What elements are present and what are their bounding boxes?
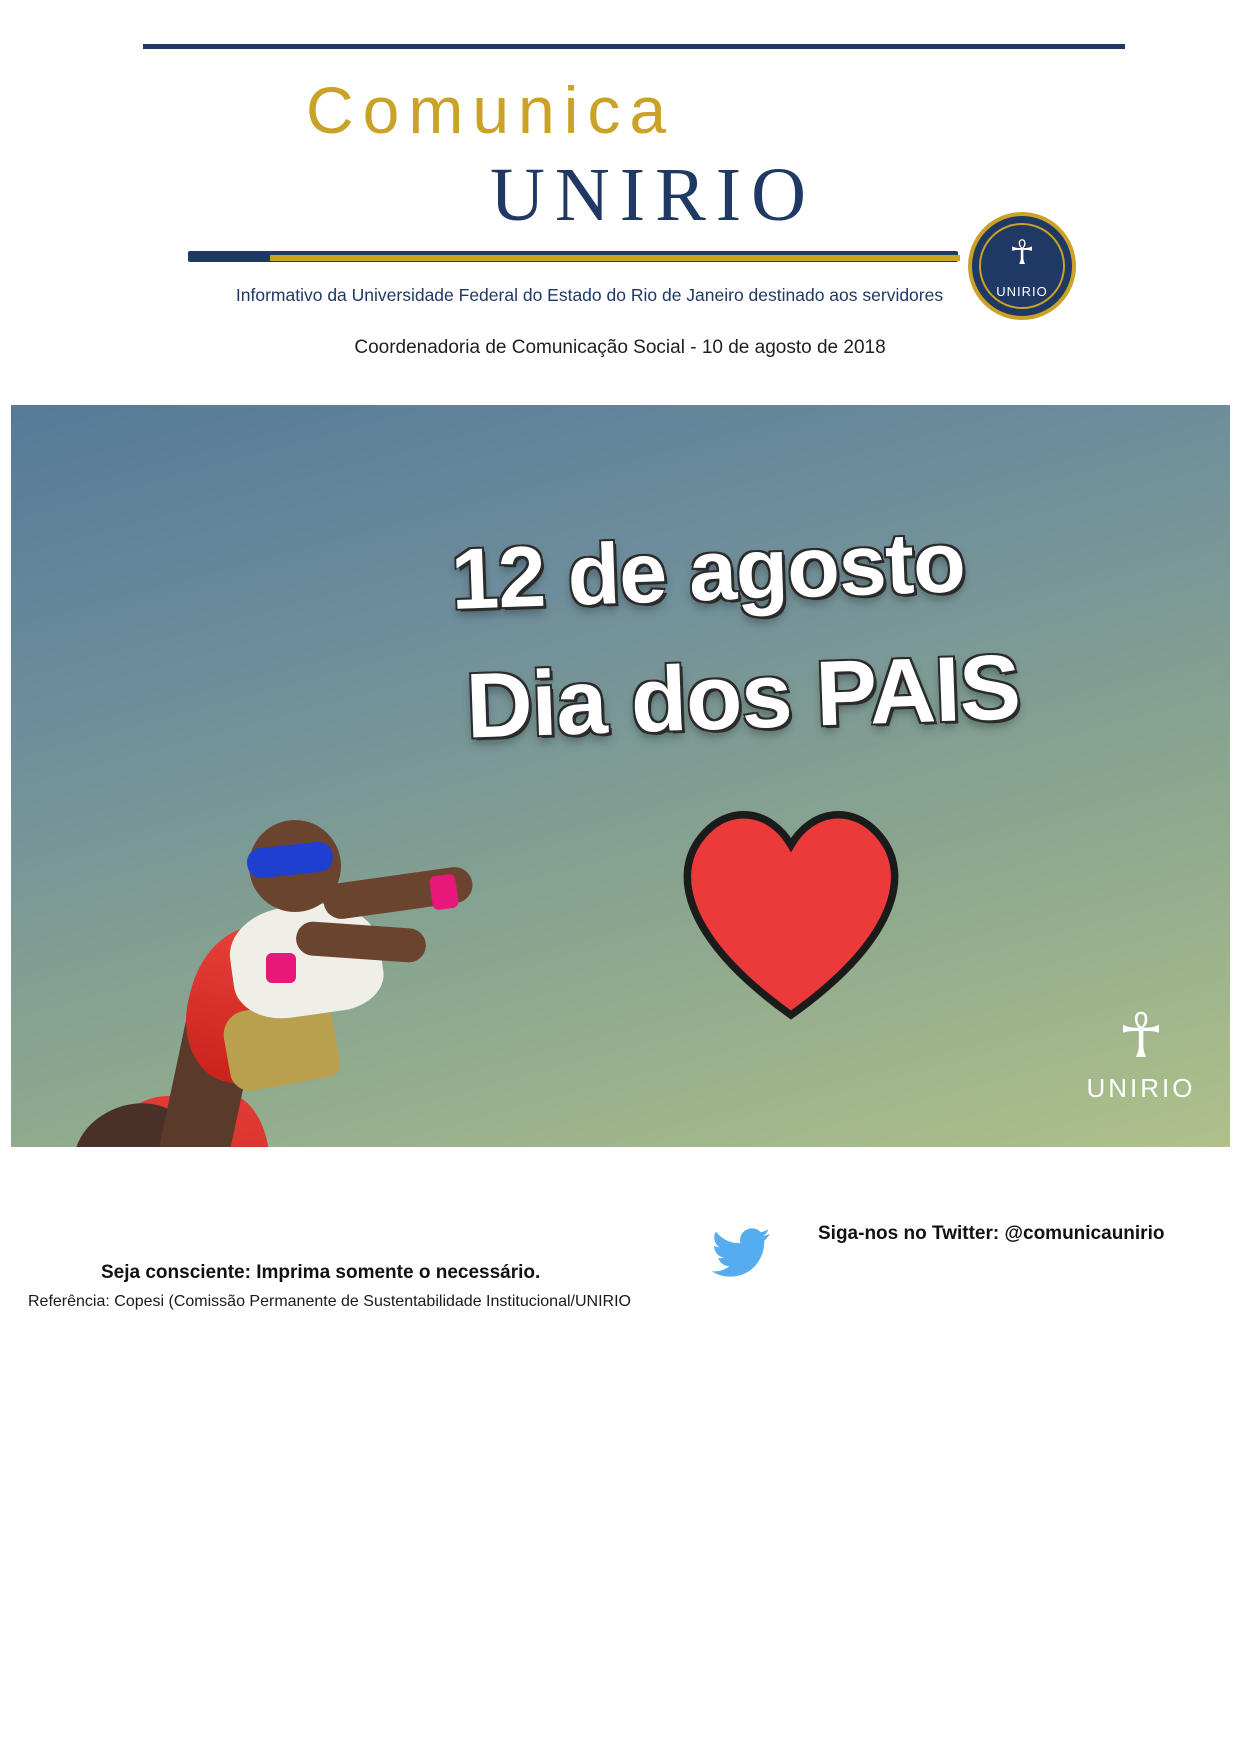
unirio-seal-logo (968, 212, 1076, 320)
newsletter-header (0, 0, 1240, 412)
twitter-handle-text: Siga-nos no Twitter: @comunicaunirio (818, 1223, 1165, 1244)
reference-source-text: Referência: Copesi (Comissão Permanente de Sustentabilidade Institucional/UNIRIO (28, 1293, 631, 1310)
heart-icon (666, 795, 916, 1025)
twitter-icon[interactable] (712, 1227, 772, 1277)
print-awareness-text: Seja consciente: Imprima somente o necessário. (101, 1262, 541, 1283)
banner-unirio-label: UNIRIO (1086, 1073, 1196, 1103)
banner-headline-title: Dia dos PAIS (464, 636, 1022, 758)
child-wristband-right (266, 953, 296, 983)
issue-dateline: Coordenadoria de Comunicação Social - 10 de agosto de 2018 (354, 337, 886, 358)
child-wristband-left (429, 873, 459, 910)
banner-headline-date: 12 de agosto (449, 514, 967, 628)
header-tagline: Informativo da Universidade Federal do Estado do Rio de Janeiro destinado aos servidores (235, 285, 944, 305)
banner-unirio-logo (1076, 999, 1206, 1130)
seal-label: UNIRIO (996, 284, 1048, 299)
fathers-day-banner (11, 405, 1230, 1147)
header-top-rule (143, 44, 1125, 49)
header-divider-gold (270, 255, 960, 261)
unirio-emblem-icon: ☥ (1009, 233, 1035, 273)
brand-title-comunica: Comunica (306, 73, 676, 147)
banner-unirio-emblem-icon: ☥ (1117, 999, 1165, 1072)
brand-title-unirio: UNIRIO (490, 153, 816, 237)
